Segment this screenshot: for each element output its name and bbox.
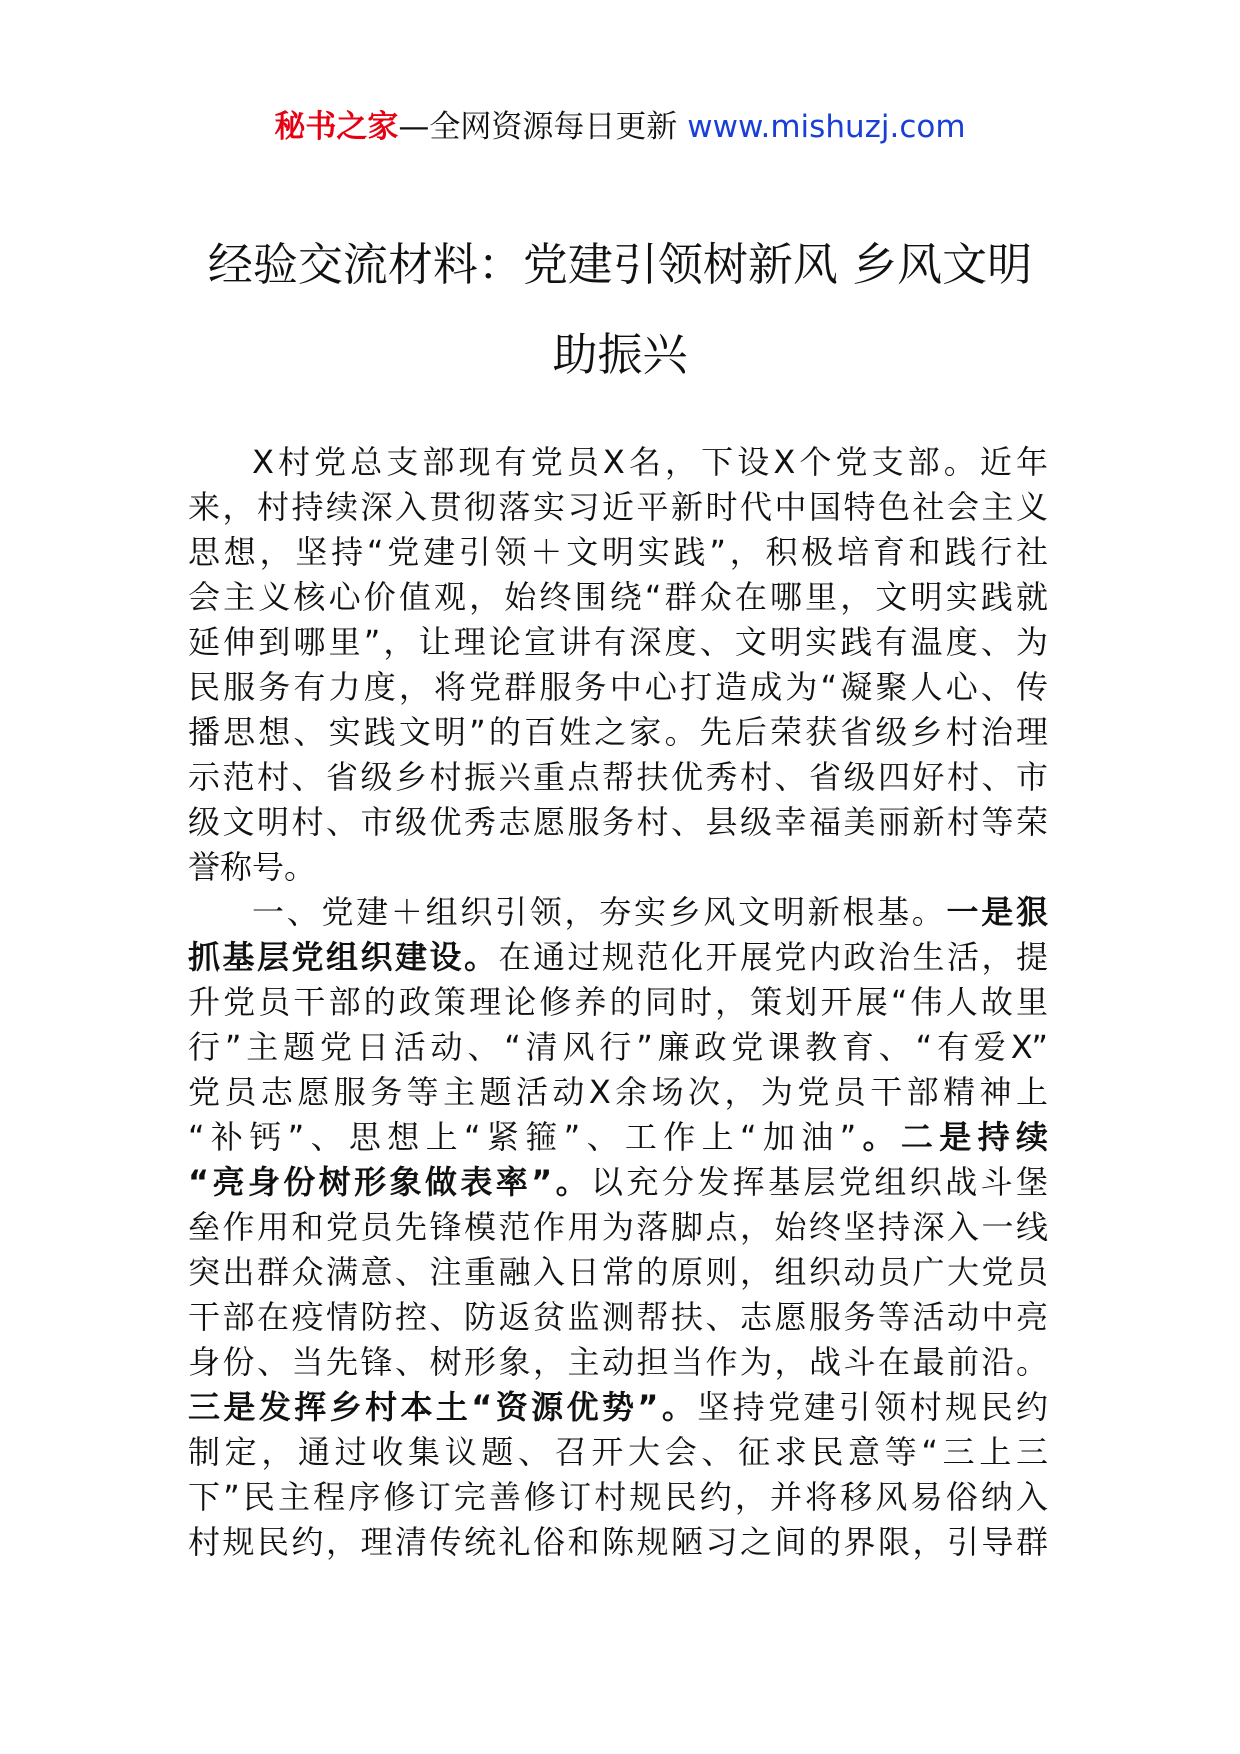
paragraph-line: 下”民主程序修订完善修订村规民约，并将移风易俗纳入 (188, 1478, 1048, 1516)
section-heading: 一、党建＋组织引领，夯实乡风文明新根基。 (252, 893, 947, 931)
paragraph-line: 民服务有力度，将党群服务中心打造成为“凝聚人心、传 (188, 668, 1048, 706)
bold-lead: 。二是持续 (856, 1118, 1048, 1156)
paragraph-line (188, 935, 1048, 980)
paragraph-text: 坚持党建引领村规民约 (697, 1388, 1048, 1426)
paragraph-line: 突出群众满意、注重融入日常的原则，组织动员广大党员 (188, 1253, 1048, 1291)
paragraph-line: X村党总支部现有党员X名，下设X个党支部。近年 (252, 443, 1048, 481)
paragraph-line: 示范村、省级乡村振兴重点帮扶优秀村、省级四好村、市 (188, 758, 1048, 796)
paragraph-line: 党员志愿服务等主题活动X余场次，为党员干部精神上 (188, 1073, 1048, 1111)
paragraph-line: 行”主题党日活动、“清风行”廉政党课教育、“有爱X” (188, 1028, 1048, 1066)
document-body (188, 440, 1048, 1565)
paragraph-line: 干部在疫情防控、防返贫监测帮扶、志愿服务等活动中亮 (188, 1298, 1048, 1336)
site-header (0, 102, 1240, 152)
paragraph-text: “补钙”、思想上“紧箍”、工作上“加油” (188, 1118, 857, 1156)
paragraph-line: 会主义核心价值观，始终围绕“群众在哪里，文明实践就 (188, 578, 1048, 616)
document-title-line-2: 助振兴 (552, 328, 688, 381)
paragraph-line: 身份、当先锋、树形象，主动担当作为，战斗在最前沿。 (188, 1343, 1048, 1381)
paragraph-line: 延伸到哪里”，让理论宣讲有深度、文明实践有温度、为 (188, 623, 1048, 661)
paragraph-line: 来，村持续深入贯彻落实习近平新时代中国特色社会主义 (188, 488, 1048, 526)
site-tagline: —全网资源每日更新 (398, 109, 678, 145)
paragraph-line: 播思想、实践文明”的百姓之家。先后荣获省级乡村治理 (188, 713, 1048, 751)
paragraph-line: 誉称号。 (188, 848, 317, 886)
document-title-line-1: 经验交流材料：党建引领树新风 乡风文明 (207, 238, 1033, 291)
bold-lead: “亮身份树形象做表率”。 (188, 1163, 592, 1201)
paragraph-line: 村规民约，理清传统礼俗和陈规陋习之间的界限，引导群 (188, 1523, 1048, 1561)
paragraph-text: 在通过规范化开展党内政治生活，提 (498, 938, 1048, 976)
paragraph-line (188, 1115, 1048, 1160)
paragraph-line (188, 1385, 1048, 1430)
paragraph-line (188, 1160, 1048, 1205)
paragraph-line: 思想，坚持“党建引领＋文明实践”，积极培育和践行社 (188, 533, 1048, 571)
paragraph-line (188, 890, 1048, 935)
paragraph-line: 垒作用和党员先锋模范作用为落脚点，始终坚持深入一线 (188, 1208, 1048, 1246)
paragraph-line: 制定，通过收集议题、召开大会、征求民意等“三上三 (188, 1433, 1048, 1471)
site-url[interactable]: www.mishuzj.com (687, 109, 966, 145)
bold-lead: 一是狠 (946, 893, 1048, 931)
bold-lead: 三是发挥乡村本土“资源优势”。 (188, 1388, 698, 1426)
bold-lead: 抓基层党组织建设。 (188, 938, 499, 976)
paragraph-line: 级文明村、市级优秀志愿服务村、县级幸福美丽新村等荣 (188, 803, 1048, 841)
paragraph-text: 以充分发挥基层党组织战斗堡 (591, 1163, 1048, 1201)
brand-name: 秘书之家 (274, 109, 399, 145)
paragraph-line: 升党员干部的政策理论修养的同时，策划开展“伟人故里 (188, 983, 1048, 1021)
